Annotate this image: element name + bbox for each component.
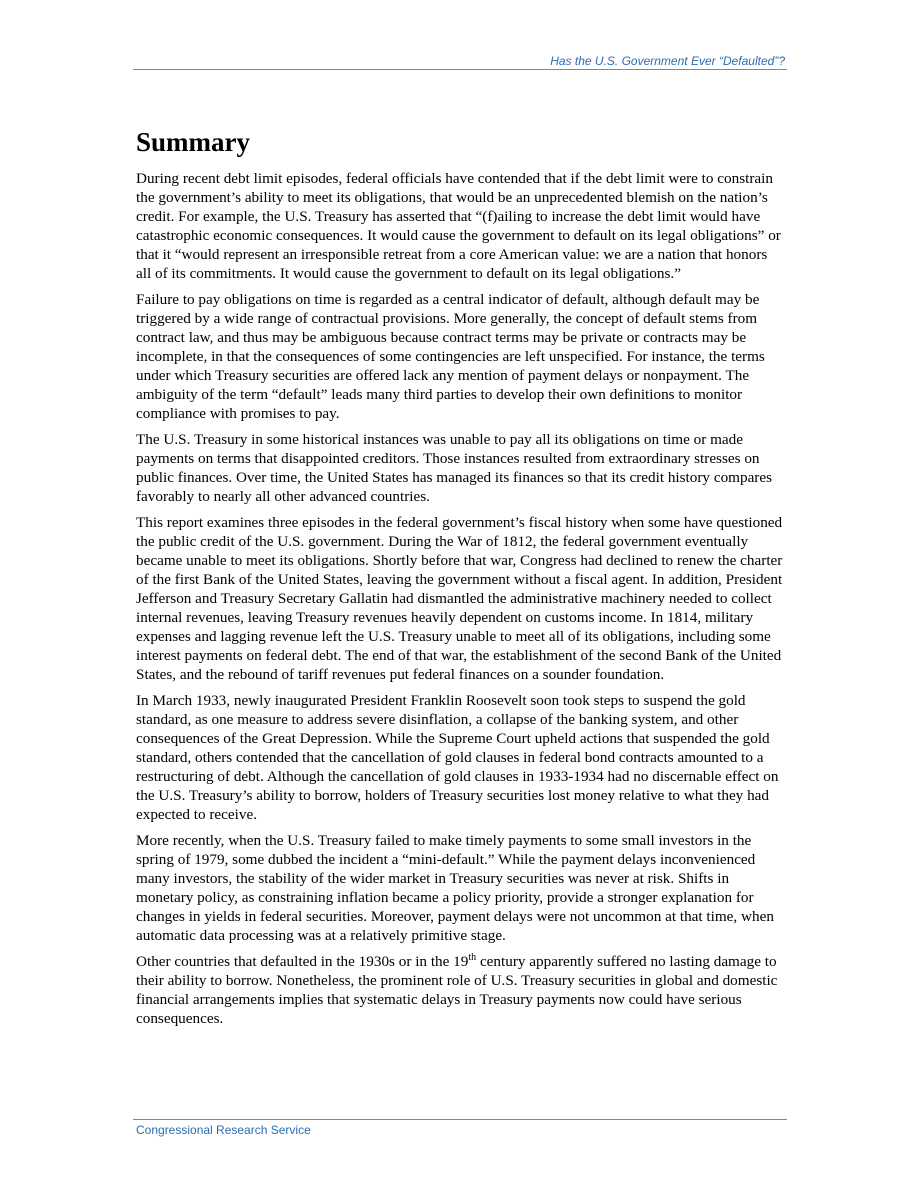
footer-source: Congressional Research Service [136, 1123, 311, 1137]
paragraph-5: In March 1933, newly inaugurated President Franklin Roosevelt soon took steps to suspend the gold standard, as one measure to address severe disinflation, a collapse of the banking system, and other consequences of the Great Depression. While the Supreme Court upheld actions that suspended the gold standard, others contended that the cancellation of gold clauses in federal bond contracts amounted to a restructuring of debt. Although the cancellation of gold clauses in 1933-1934 had no discernable effect on the U.S. Treasury’s ability to borrow, holders of Treasury securities lost money relative to what they had expected to receive. [136, 692, 779, 823]
section-heading: Summary [136, 127, 250, 157]
running-header: Has the U.S. Government Ever “Defaulted”? [550, 54, 785, 68]
paragraph-4: This report examines three episodes in the federal government’s fiscal history when some have questioned the public credit of the U.S. government. During the War of 1812, the federal government eventually became unable to meet its obligations. Shortly before that war, Congress had declined to renew the charter of the first Bank of the United States, leaving the government without a fiscal agent. In addition, President Jefferson and Treasury Secretary Gallatin had dismantled the administrative machinery needed to collect internal revenues, leaving Treasury revenues heavily dependent on customs income. In 1814, military expenses and lagging revenue left the U.S. Treasury unable to meet all of its obligations, including some interest payments on federal debt. The end of that war, the establishment of the second Bank of the United States, and the rebound of tariff revenues put federal finances on a sounder foundation. [136, 514, 783, 683]
paragraph-7-end: century apparently suffered no lasting damage to their ability to borrow. Nonetheless, the prominent role of U.S. Treasury securities in global and domestic financial arrangements implies that systematic delays in Treasury payments now could have serious consequences. [136, 953, 778, 1027]
paragraph-6: More recently, when the U.S. Treasury failed to make timely payments to some small investors in the spring of 1979, some dubbed the incident a “mini-default.” While the payment delays inconvenienced many investors, the stability of the wider market in Treasury securities was never at risk. Shifts in monetary policy, as constraining inflation became a policy priority, provide a stronger explanation for changes in yields in federal securities. Moreover, payment delays were not uncommon at that time, when automatic data processing was at a relatively primitive stage. [136, 832, 774, 944]
paragraph-7 [136, 952, 786, 1028]
paragraph-7-start: Other countries that defaulted in the 1930s or in the 19 [136, 953, 469, 970]
main-content [136, 125, 786, 1035]
paragraph-2: Failure to pay obligations on time is regarded as a central indicator of default, although default may be triggered by a wide range of contractual provisions. More generally, the concept of default stems from contract law, and thus may be ambiguous because contract terms may be private or contracts may be incomplete, in that the consequences of some contingencies are left unspecified. For instance, the terms under which Treasury securities are offered lack any mention of payment delays or nonpayment. The ambiguity of the term “default” leads many third parties to develop their own definitions to monitor compliance with promises to pay. [136, 291, 765, 422]
footer-rule [133, 1119, 787, 1120]
paragraph-3: The U.S. Treasury in some historical instances was unable to pay all its obligations on time or made payments on terms that disappointed creditors. Those instances resulted from extraordinary stresses on public finances. Over time, the United States has managed its finances so that its credit history compares favorably to nearly all other advanced countries. [136, 431, 773, 505]
paragraph-1: During recent debt limit episodes, federal officials have contended that if the debt limit were to constrain the government’s ability to meet its obligations, that would be an unprecedented blemish on the nation’s credit. For example, the U.S. Treasury has asserted that “(f)ailing to increase the debt limit would have catastrophic economic consequences. It would cause the government to default on its legal obligations” or that it “would represent an irresponsible retreat from a core American value: we are a nation that honors all of its commitments. It would cause the government to default on its legal obligations.” [136, 170, 781, 282]
header-rule [133, 69, 787, 70]
ordinal-suffix: th [468, 951, 477, 963]
